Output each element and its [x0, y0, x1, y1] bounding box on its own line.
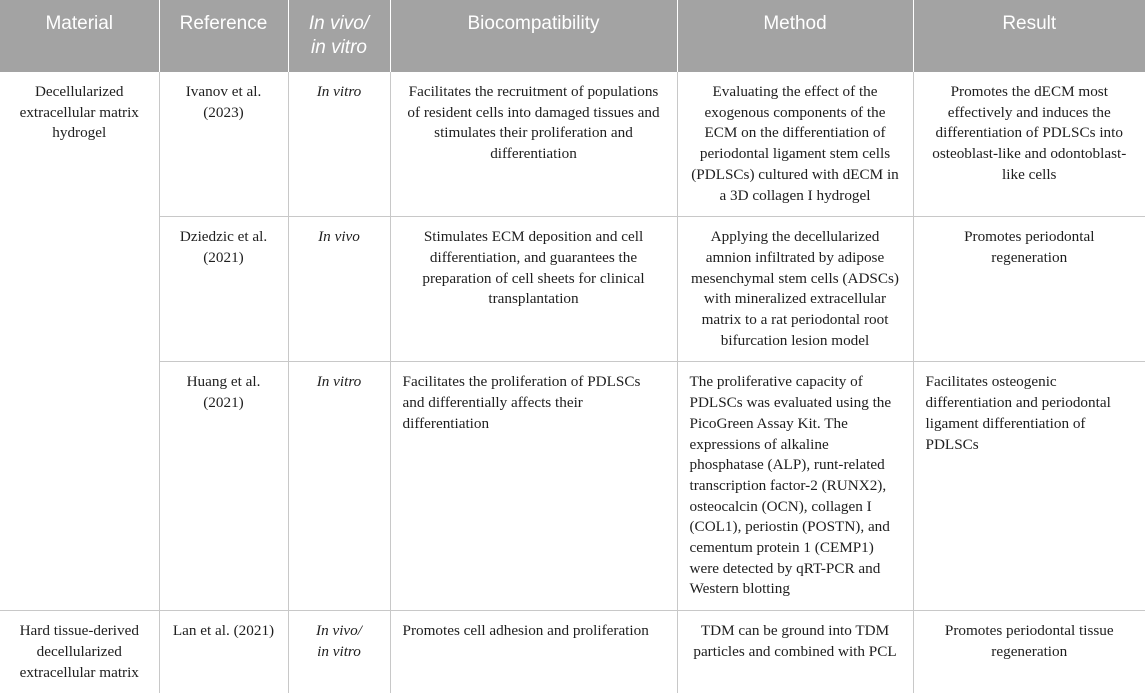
table-row: [0, 72, 1145, 217]
header-invivo: [288, 0, 390, 72]
cell-method: The proliferative capacity of PDLSCs was evaluated using the PicoGreen Assay Kit. The expressions of alkaline phosphatase (ALP), runt-related transcription factor-2 (RUNX2), osteocalcin (OCN), collagen I (COL1), periostin (POSTN), and cementum protein 1 (CEMP1) were detected by qRT-PCR and Western blotting: [677, 362, 913, 611]
cell-invivo: [288, 611, 390, 693]
cell-invivo: In vitro: [288, 72, 390, 217]
cell-invivo-line2: in vitro: [317, 642, 361, 660]
header-material: Material: [0, 0, 159, 72]
table-row: [0, 611, 1145, 693]
cell-biocompatibility: Stimulates ECM deposition and cell differentiation, and guarantees the preparation of cell sheets for clinical transplantation: [390, 217, 677, 362]
cell-invivo-line1: In vivo/: [316, 622, 362, 640]
header-biocompatibility: Biocompatibility: [390, 0, 677, 72]
table-row: [0, 362, 1145, 611]
header-reference: Reference: [159, 0, 288, 72]
cell-biocompatibility: Facilitates the recruitment of populations of resident cells into damaged tissues and stimulates their proliferation and differentiation: [390, 72, 677, 217]
header-result: Result: [913, 0, 1145, 72]
header-row: [0, 0, 1145, 72]
cell-reference: Dziedzic et al. (2021): [159, 217, 288, 362]
cell-method: TDM can be ground into TDM particles and combined with PCL: [677, 611, 913, 693]
cell-biocompatibility: Facilitates the proliferation of PDLSCs and differentially affects their differentiation: [390, 362, 677, 611]
header-invivo-line2: in vitro: [311, 37, 367, 58]
cell-invivo: In vivo: [288, 217, 390, 362]
header-invivo-line1: In vivo/: [308, 13, 370, 34]
cell-reference: Ivanov et al. (2023): [159, 72, 288, 217]
cell-result: Promotes the dECM most effectively and induces the differentiation of PDLSCs into osteoblast-like and odontoblast-like cells: [913, 72, 1145, 217]
cell-result: Promotes periodontal regeneration: [913, 217, 1145, 362]
cell-method: Applying the decellularized amnion infiltrated by adipose mesenchymal stem cells (ADSCs) with mineralized extracellular matrix to a rat periodontal root bifurcation lesion model: [677, 217, 913, 362]
cell-material: Hard tissue-derived decellularized extracellular matrix: [0, 611, 159, 693]
header-method: Method: [677, 0, 913, 72]
cell-invivo: In vitro: [288, 362, 390, 611]
cell-result: Promotes periodontal tissue regeneration: [944, 622, 1114, 660]
cell-biocompatibility: Promotes cell adhesion and proliferation: [390, 611, 677, 693]
cell-material: Decellularized extracellular matrix hydrogel: [0, 72, 159, 611]
cell-method: Evaluating the effect of the exogenous components of the ECM on the differentiation of periodontal ligament stem cells (PDLSCs) cultured with dECM in a 3D collagen I hydrogel: [677, 72, 913, 217]
cell-reference: Huang et al. (2021): [159, 362, 288, 611]
cell-reference: Lan et al. (2021): [159, 611, 288, 693]
cell-result: Facilitates osteogenic differentiation and periodontal ligament differentiation of PDLSCs: [913, 362, 1145, 611]
table-row: [0, 217, 1145, 362]
